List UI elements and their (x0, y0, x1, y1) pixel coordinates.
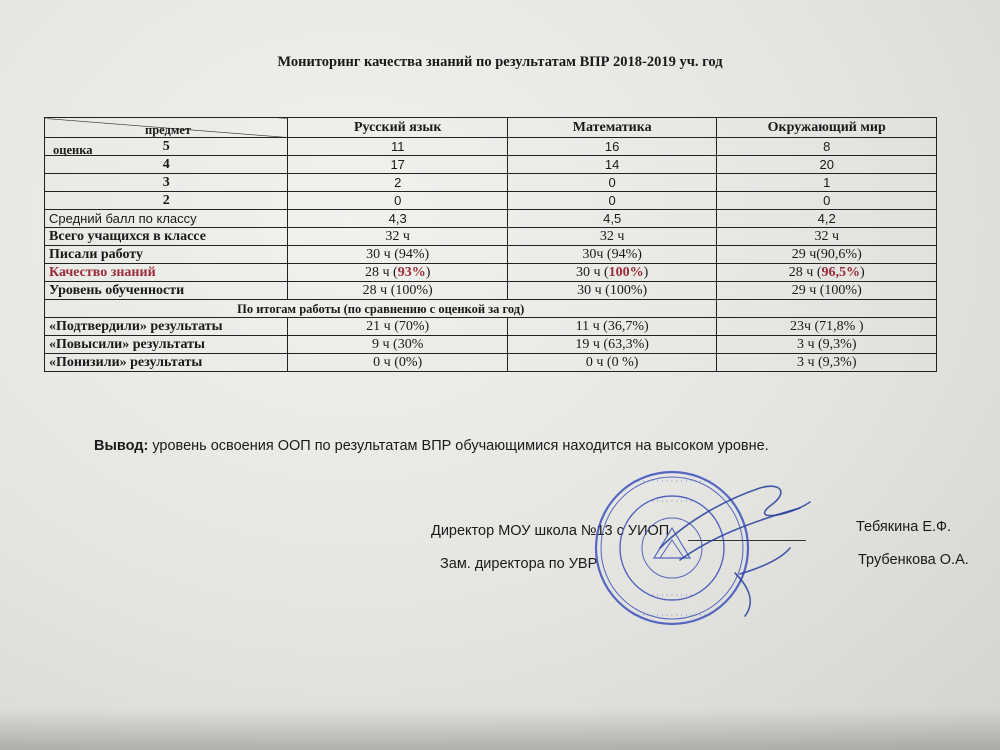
subject-russian-header: Русский язык (288, 118, 507, 138)
section-title-row (45, 300, 937, 318)
wrote-row (45, 246, 937, 264)
table-cell: 3 ч (9,3%) (717, 354, 937, 372)
director-role: Директор МОУ школа №13 с УИОП (431, 523, 670, 539)
grade-row-3 (45, 174, 937, 192)
table-cell: 29 ч(90,6%) (717, 246, 937, 264)
shadow (0, 708, 1000, 750)
svg-text:· · · · · · · · · · · · · · ·: · · · · · · · · · · · · · · · · · (632, 477, 712, 486)
table-cell: 11 (288, 138, 507, 156)
table-cell: 0 ч (0%) (288, 354, 507, 372)
table-cell: 9 ч (30% (288, 336, 507, 354)
grade-row-2 (45, 192, 937, 210)
grade-label: 4 (45, 156, 288, 174)
row-label: Писали работу (45, 246, 288, 264)
grade-header: оценка (53, 143, 93, 157)
table-cell-empty (717, 300, 937, 318)
quality-row (45, 264, 937, 282)
table-cell: 21 ч (70%) (288, 318, 507, 336)
table-cell: 32 ч (507, 228, 717, 246)
monitoring-table (44, 117, 937, 372)
table-cell: 11 ч (36,7%) (507, 318, 717, 336)
table-cell: 4,5 (507, 210, 717, 228)
deputy-role: Зам. директора по УВР (440, 556, 598, 572)
subject-world-header: Окружающий мир (717, 118, 937, 138)
table-cell: 14 (507, 156, 717, 174)
table-cell: 20 (717, 156, 937, 174)
document-title: Мониторинг качества знаний по результатам ВПР 2018-2019 уч. год (277, 54, 723, 70)
row-label: «Повысили» результаты (45, 336, 288, 354)
paren-text: ) (859, 264, 865, 280)
grade-label: 3 (45, 174, 288, 192)
table-cell: 30 ч (94%) (288, 246, 507, 264)
lowered-row (45, 354, 937, 372)
table-cell (507, 264, 717, 282)
table-cell: 3 ч (9,3%) (717, 336, 937, 354)
quality-percent: 96,5% (821, 264, 860, 280)
table-header-row (45, 118, 937, 138)
row-label: Средний балл по классу (45, 210, 288, 228)
row-label: Уровень обученности (45, 282, 288, 300)
count-text: 28 ч ( (788, 264, 822, 280)
row-label: Качество знаний (45, 264, 288, 282)
signature-scribble-icon (640, 478, 820, 618)
table-cell: 32 ч (717, 228, 937, 246)
svg-text:· · · · · · · · · · · · · · ·: · · · · · · · · · · · · · · · · · (632, 611, 712, 620)
table-cell: 17 (288, 156, 507, 174)
total-row (45, 228, 937, 246)
table-cell: 4,2 (717, 210, 937, 228)
table-cell (717, 264, 937, 282)
section-title: По итогам работы (по сравнению с оценкой за год) (45, 300, 717, 318)
table-cell: 29 ч (100%) (717, 282, 937, 300)
level-row (45, 282, 937, 300)
count-text: 28 ч ( (365, 264, 398, 280)
paren-text: ) (643, 264, 649, 280)
grade-label: 2 (45, 192, 288, 210)
conclusion-label: Вывод: (94, 438, 149, 454)
table-cell: 0 (717, 192, 937, 210)
row-label: «Понизили» результаты (45, 354, 288, 372)
table-cell: 23ч (71,8% ) (717, 318, 937, 336)
table-cell: 19 ч (63,3%) (507, 336, 717, 354)
table-cell: 0 (507, 174, 717, 192)
table-cell (288, 264, 507, 282)
table-cell: 0 (288, 192, 507, 210)
average-row (45, 210, 937, 228)
deputy-name: Трубенкова О.А. (858, 552, 969, 568)
grade-row-5 (45, 138, 937, 156)
table-cell: 30 ч (100%) (507, 282, 717, 300)
quality-percent: 93% (397, 264, 426, 280)
conclusion (94, 438, 769, 454)
table-cell: 32 ч (288, 228, 507, 246)
conclusion-text: уровень освоения ООП по результатам ВПР обучающимися находится на высоком уровне. (152, 438, 769, 454)
subject-header: предмет (145, 123, 192, 137)
table-cell: 4,3 (288, 210, 507, 228)
paren-text: ) (425, 264, 431, 280)
quality-percent: 100% (608, 264, 644, 280)
table-cell: 8 (717, 138, 937, 156)
count-text: 30 ч ( (575, 264, 609, 280)
corner-header-cell (45, 118, 288, 157)
svg-text:· · · · · · · · ·: · · · · · · · · · (651, 591, 693, 600)
table-cell: 0 ч (0 %) (507, 354, 717, 372)
raised-row (45, 336, 937, 354)
svg-text:· · · · · · · · ·: · · · · · · · · · (651, 497, 693, 506)
confirmed-row (45, 318, 937, 336)
director-name: Тебякина Е.Ф. (856, 519, 952, 535)
table-cell: 1 (717, 174, 937, 192)
table-cell: 28 ч (100%) (288, 282, 507, 300)
grade-row-4 (45, 156, 937, 174)
subject-math-header: Математика (507, 118, 717, 138)
table-cell: 2 (288, 174, 507, 192)
grade-label: 5 (45, 138, 288, 156)
table-cell: 0 (507, 192, 717, 210)
table-cell: 30ч (94%) (507, 246, 717, 264)
row-label: «Подтвердили» результаты (45, 318, 288, 336)
row-label: Всего учащихся в классе (45, 228, 288, 246)
table-cell: 16 (507, 138, 717, 156)
